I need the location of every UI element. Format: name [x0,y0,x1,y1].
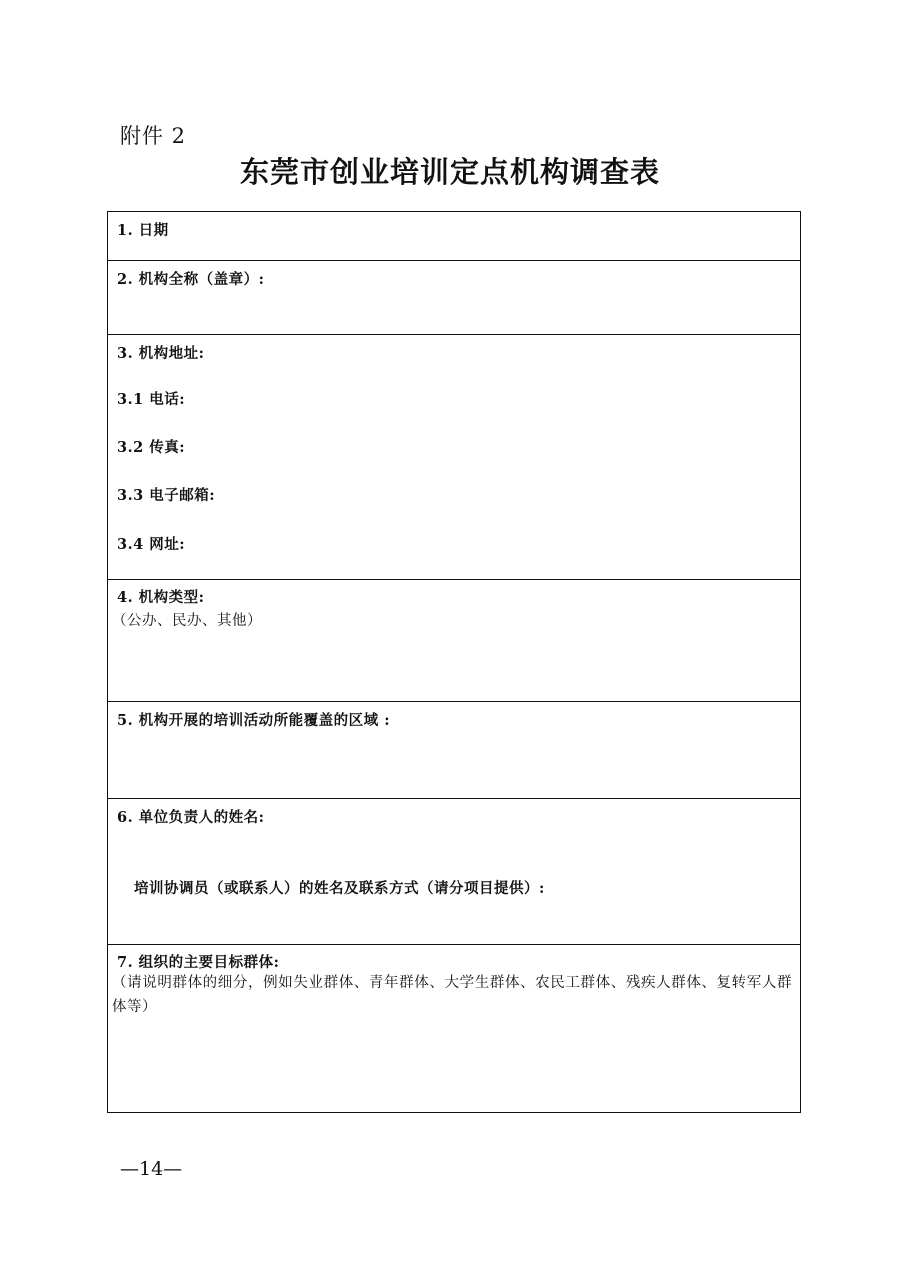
phone-label: 3.1 电话: [117,391,186,408]
address-label: 3. 机构地址: [117,345,205,362]
form-row-org-type [108,580,800,702]
target-groups-hint: （请说明群体的细分，例如失业群体、青年群体、大学生群体、农民工群体、残疾人群体、复转军人群体等） [112,975,792,1015]
fax-label: 3.2 传真: [117,439,186,456]
org-name-label: 2. 机构全称（盖章）: [117,271,265,288]
form-row-coverage [108,702,800,799]
page-title: 东莞市创业培训定点机构调查表 [239,155,660,189]
target-groups-label: 7. 组织的主要目标群体: [117,954,280,971]
form-row-date [108,212,800,261]
date-label: 1. 日期 [117,222,169,239]
form-row-target-groups [108,945,800,1114]
form-row-org-name [108,261,800,335]
email-label: 3.3 电子邮箱: [117,487,216,504]
org-type-hint: （公办、民办、其他） [112,613,262,629]
website-label: 3.4 网址: [117,536,186,553]
survey-form-table [107,211,801,1113]
form-row-contacts [108,799,800,945]
org-type-label: 4. 机构类型: [117,589,205,606]
coverage-label: 5. 机构开展的培训活动所能覆盖的区域 : [117,712,391,729]
attachment-label: 附件 2 [120,124,187,148]
page-number: —14— [120,1158,183,1180]
form-row-address [108,335,800,580]
leader-name-label: 6. 单位负责人的姓名: [117,809,265,826]
coordinator-label: 培训协调员（或联系人）的姓名及联系方式（请分项目提供）: [134,880,545,897]
